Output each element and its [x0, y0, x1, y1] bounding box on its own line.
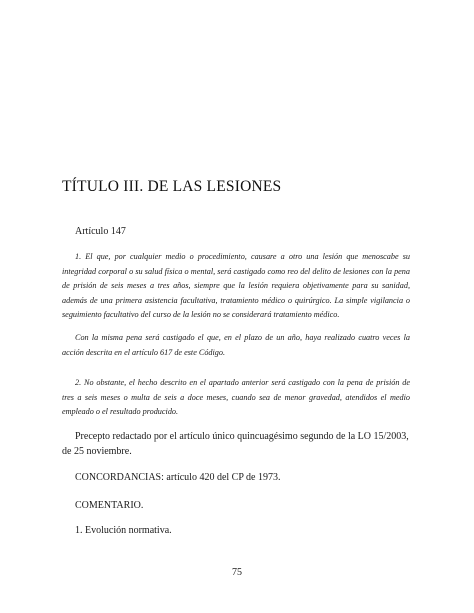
- page-number: 75: [232, 567, 242, 578]
- article-heading: Artículo 147: [75, 226, 126, 237]
- article-paragraph-3: 2. No obstante, el hecho descrito en el apartado anterior será castigado con la pena de prisión de tres a seis meses o multa de seis a doce meses, cuando sea de menor gravedad, atendidos el medio empleado o el resultado producido.: [62, 378, 410, 417]
- concordancias-note: CONCORDANCIAS: artículo 420 del CP de 1973.: [75, 472, 281, 483]
- precepto-note: Precepto redactado por el artículo único quincuagésimo segundo de la LO 15/2003, de 25 noviembre.: [62, 431, 409, 457]
- article-paragraph-2: Con la misma pena será castigado el que, en el plazo de un año, haya realizado cuatro veces la acción descrita en el artículo 617 de este Código.: [62, 333, 410, 357]
- section-title: TÍTULO III. DE LAS LESIONES: [62, 178, 282, 195]
- evolucion-heading: 1. Evolución normativa.: [75, 525, 172, 536]
- article-paragraph-1: 1. El que, por cualquier medio o procedimiento, causare a otro una lesión que menoscabe su integridad corporal o su salud física o mental, será castigado como reo del delito de lesiones con la pena de prisión de seis meses a tres años, siempre que la lesión requiera objetivamente para su sanidad, además de una primera asistencia facultativa, tratamiento médico o quirúrgico. La simple vigilancia o seguimiento facultativo del curso de la lesión no se considerará tratamiento médico.: [62, 252, 410, 320]
- comentario-heading: COMENTARIO.: [75, 500, 144, 511]
